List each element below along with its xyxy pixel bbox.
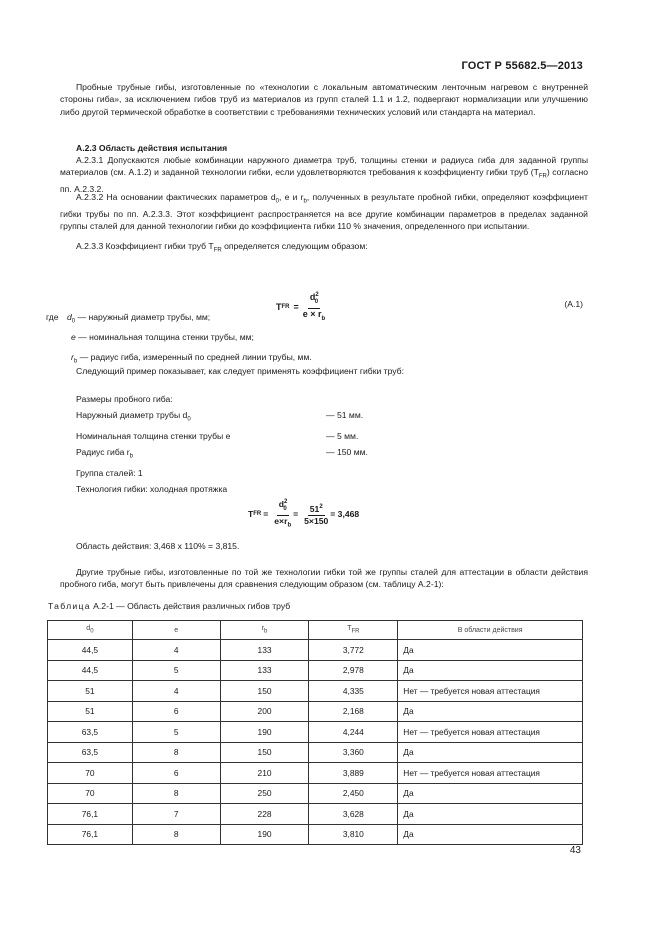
where-row: e — номинальная толщина стенки трубы, мм; [71,332,254,343]
table-row: 70 8 250 2,450 Да [48,783,583,804]
formula-a1: T FR = $\frac{d^2_0}{e \times r_b}$ [276,290,325,325]
scope-table [47,620,583,845]
scope-result: Область действия: 3,468 x 110% = 3,815. [76,541,240,551]
table-row: 51 6 200 2,168 Да [48,701,583,722]
header-rb: $r_b$ [220,621,309,640]
table-row: 51 4 150 4,335 Нет — требуется новая аттестация [48,681,583,702]
example-intro: Следующий пример показывает, как следует применять коэффициент гибки труб: [76,366,404,376]
header-e: e [132,621,220,640]
table-row: 44,5 5 133 2,978 Да [48,660,583,681]
paragraph-a233: А.2.3.3 Коэффициент гибки труб $Т_{FR}$ определяется следующим образом: [76,241,368,254]
where-row: $r_b$ — радиус гиба, измеренный по средней линии трубы, мм. [71,352,312,365]
header-tfr: $T_{FR}$ [309,621,398,640]
table-row: 70 6 210 3,889 Нет — требуется новая аттестация [48,763,583,784]
table-header-row [48,621,583,640]
table-row: 76,1 8 190 3,810 Да [48,824,583,845]
intro-paragraph: Пробные трубные гибы, изготовленные по «технологии с локальным автоматическим ленточным нагревом с внутренней стороны гиба», за исключением гибов труб из материалов из групп сталей 1.1 и 1.2, подвергают нормализации или улучшению либо другой термической обработке в соответствии с требованиями технических условий или стандарта на материал. [60,82,588,117]
header-scope: В области действия [398,621,583,640]
where-legend [46,310,312,370]
page-number: 43 [569,845,581,856]
standard-header: ГОСТ Р 55682.5—2013 [461,60,583,72]
section-title: А.2.3 Область действия испытания [76,143,228,153]
formula-number: (А.1) [564,299,583,309]
paragraph-a232: А.2.3.2 На основании фактических параметров $d_0$, e и $r_b$, полученных в результате пробной гибки, определяют коэффициент гибки трубы по пп. А.2.3.3. Этот коэффициент распространяется на все другие комбинации параметров в пределах заданной группы сталей для данной технологии гибки до коэффициента гибки 110 % значения, определенного при испытании. [60,192,588,232]
param-row: Номинальная толщина стенки трубы e — 5 мм. [76,431,359,442]
table-title: Таблица А.2-1 — Область действия различных гибов труб [48,601,291,611]
example-formula: T FR = $\frac{d^2_0}{e\times r_b}$ = $\frac{51^2}{5\times 150}$ = 3,468 [248,498,360,529]
paragraph-a231: А.2.3.1 Допускаются любые комбинации наружного диаметра труб, толщины стенки и радиуса гиба для заданной группы материалов (см. А.1.2) и заданной технологии гибки, если удовлетворяются требования к коэффициенту гибки труб $(Т_{FR})$ согласно пп. А.2.3.2. [60,155,588,195]
formula-a1-fraction: $\frac{d^2_0}{e \times r_b}$ [302,292,326,322]
param-row: Наружный диаметр трубы $d_0$ — 51 мм. [76,410,364,423]
param-row: Радиус гиба $r_b$ — 150 мм. [76,447,368,461]
where-row: где $d_0$ — наружный диаметр трубы, мм; [46,312,211,325]
trial-bend-parameters: Размеры пробного гиба: Наружный диаметр трубы $d_0$ — 51 мм. Номинальная толщина стенки трубы e — 5 мм. Радиус гиба $r_b$ — 150 мм. Группа сталей: 1 Технология гибки: холодная протяжка [76,394,368,495]
table-row: 63,5 8 150 3,360 Да [48,742,583,763]
header-d0: $d_0$ [48,621,133,640]
table-row: 44,5 4 133 3,772 Да [48,640,583,661]
comparison-paragraph: Другие трубные гибы, изготовленные по той же технологии гибки той же группы сталей для аттестации в области действия пробного гиба, могут быть привлечены для сравнения следующим образом (см. таблицу А.2-1): [60,567,588,590]
table-row: 63,5 5 190 4,244 Нет — требуется новая аттестация [48,722,583,743]
table-row: 76,1 7 228 3,628 Да [48,804,583,825]
